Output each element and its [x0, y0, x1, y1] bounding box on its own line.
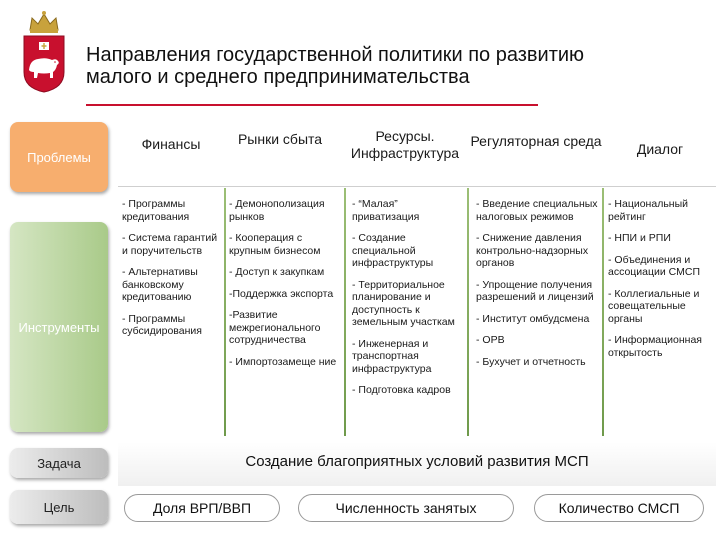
list-item: - Программы субсидирования — [122, 312, 202, 337]
column-header-dialogue: Диалог — [636, 141, 684, 157]
column-divider — [344, 188, 346, 436]
list-item: - Упрощение получения разрешений и лицензий — [476, 278, 594, 303]
list-item: -Поддержка экспорта — [229, 287, 334, 300]
column-header-regulation: Регуляторная среда — [470, 133, 602, 149]
list-item: - Доступ к закупкам — [229, 266, 325, 278]
dialogue-tools-list — [608, 198, 718, 368]
page-title — [86, 44, 686, 88]
list-item: - Бухучет и отчетность — [476, 355, 586, 368]
list-item: - Снижение давления контрольно-надзорных органов — [476, 232, 589, 269]
markets-tools-list — [229, 198, 341, 377]
list-item: - Коллегиальные и совещательные органы — [608, 287, 700, 325]
header-divider — [118, 186, 716, 187]
tab-problems: Проблемы — [10, 122, 108, 192]
list-item: - Создание специальной инфраструктуры — [352, 232, 434, 269]
regulation-tools-list — [476, 198, 602, 377]
list-item: - “Малая” приватизация — [352, 198, 420, 223]
column-divider — [467, 188, 469, 436]
tab-task: Задача — [10, 448, 108, 478]
list-item: - Система гарантий и поручительств — [122, 232, 218, 257]
page-title-line-1: Направления государственной политики по развитию — [86, 44, 585, 66]
goal-employment: Численность занятых — [298, 494, 514, 522]
list-item: - Территориальное планирование и доступность к земельным участкам — [352, 278, 455, 328]
title-underline — [86, 104, 538, 106]
list-item: - Институт омбудсмена — [476, 312, 590, 325]
list-item: - Программы кредитования — [122, 198, 190, 223]
finance-tools-list — [122, 198, 222, 347]
column-divider — [224, 188, 226, 436]
column-divider — [602, 188, 604, 436]
list-item: - Национальный рейтинг — [608, 198, 689, 223]
list-item: - Введение специальных налоговых режимов — [476, 198, 598, 223]
column-header-markets: Рынки сбыта — [237, 131, 323, 147]
list-item: - Инженерная и транспортная инфраструктура — [352, 337, 432, 375]
list-item: - Импортозамеще ние — [229, 355, 337, 368]
column-header-resources: Ресурсы. Инфраструктура — [350, 128, 460, 161]
page-title-line-2: малого и среднего предпринимательства — [86, 66, 470, 88]
list-item: - ОРВ — [476, 334, 505, 346]
list-item: -Развитие межрегионального сотрудничества — [229, 309, 321, 346]
goal-sme-count: Количество СМСП — [534, 494, 704, 522]
list-item: - Объединения и ассоциации СМСП — [608, 253, 701, 278]
list-item: - Кооперация с крупным бизнесом — [229, 232, 321, 257]
column-header-finance: Финансы — [141, 136, 201, 152]
list-item: - Альтернативы банковскому кредитованию — [122, 266, 198, 303]
coat-of-arms-bear-icon — [20, 6, 68, 94]
list-item: - Информационная открытость — [608, 334, 702, 359]
list-item: - Демонополизация рынков — [229, 198, 325, 223]
list-item: - НПИ и РПИ — [608, 232, 671, 244]
task-text: Создание благоприятных условий развития МСП — [245, 453, 589, 470]
tab-goal: Цель — [10, 490, 108, 524]
list-item: - Подготовка кадров — [352, 384, 451, 396]
resources-tools-list — [352, 198, 464, 406]
goal-grp-share: Доля ВРП/ВВП — [124, 494, 280, 522]
tab-tools: Инструменты — [10, 222, 108, 432]
